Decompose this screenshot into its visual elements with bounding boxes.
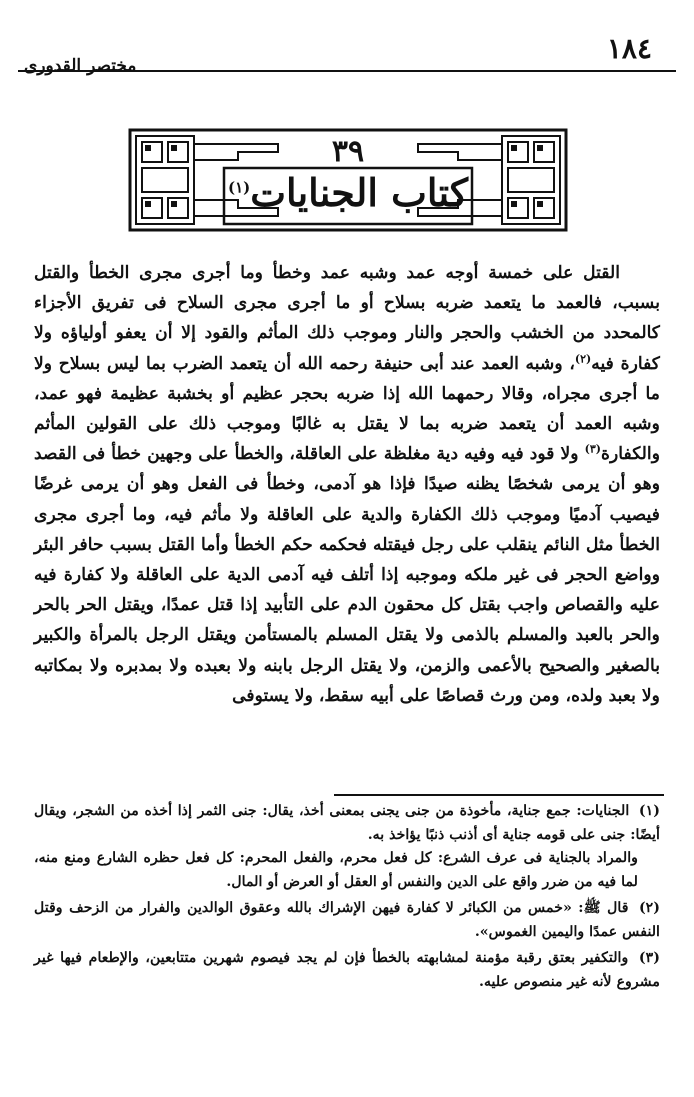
- body-paragraph: [34, 258, 660, 711]
- footnote-ref-2: (٢): [574, 351, 592, 365]
- chapter-title: [128, 170, 568, 215]
- chapter-footnote-ref: (١): [227, 178, 251, 197]
- footnote-2: [34, 897, 660, 944]
- chapter-title-text: كتاب الجنايات: [250, 170, 469, 215]
- footnote-rule: [334, 794, 664, 796]
- footnote-ref-3: (٣): [584, 442, 601, 456]
- running-header: [18, 14, 676, 76]
- main-text: [34, 258, 660, 711]
- footnote-1: [34, 800, 660, 894]
- footnote-2-number: (٢): [638, 900, 660, 916]
- header-rule: [18, 70, 676, 72]
- body-segment-3: ولا قود فيه وفيه دية مغلظة على العاقلة، والخطأ على وجهين خطأ فى القصد وهو أن يرمى شخصًا يظنه صيدًا فإذا هو آدمى، وخطأ فى الفعل وهو أن يرمى غرضًا فيصيب آدميًا وموجب ذلك الكفارة والدية على العاقلة ولا مأثم فيه، وما أجرى مجرى الخطأ مثل النائم ينقلب على رجل فيقتله فحكمه حكم الخطأ وأما القتل بسبب حافر البئر وواضع الحجر فى غير ملكه وموجبه إذا أتلف فيه آدمى الدية على العاقلة ولا كفارة فيه عليه والقصاص واجب بقتل كل محقون الدم على التأبيد إذا قتل عمدًا، ويقتل الحر بالحر والحر بالعبد والمسلم بالذمى ولا يقتل المسلم بالمستأمن ويقتل الرجل بالمرأة والكبير بالصغير والصحيح بالأعمى والزمن، ولا يقتل الرجل بابنه ولا بعبده ولا بمدبره ولا بمكاتبه ولا بعبد ولده، ومن ورث قصاصًا على أبيه سقط، ولا يستوفى: [34, 444, 660, 706]
- footnotes: [34, 800, 660, 997]
- footnote-1-text-a: الجنايات: جمع جناية، مأخوذة من جنى يجنى بمعنى أخذ، يقال: جنى الثمر إذا أخذه من الشجر، ويقال أيضًا: جنى على قومه جناية أى أذنب ذنبًا يؤاخذ به.: [34, 803, 660, 843]
- book-title: مختصر القدورى: [24, 56, 137, 76]
- body-segment-1: القتل على خمسة أوجه عمد وشبه عمد وخطأ وما أجرى مجرى الخطأ والقتل بسبب، فالعمد ما يتعمد ضربه بسلاح أو ما أجرى مجرى السلاح فى تفريق الأجزاء كالمحدد من الخشب والحجر والنار وموجب ذلك المأثم والقود إلا أن يعفو أولياؤه ولا كفارة فيه: [34, 263, 660, 374]
- footnote-3-text: والتكفير بعتق رقبة مؤمنة لمشابهته بالخطأ فإن لم يجد فيصوم شهرين متتابعين، والإطعام فيها غير مشروع لأنه غير منصوص عليه.: [34, 950, 660, 990]
- footnote-3-number: (٣): [638, 950, 660, 966]
- footnote-2-text: قال ﷺ: «خمس من الكبائر لا كفارة فيهن الإشراك بالله وعقوق الوالدين والفرار من الزحف وقتل النفس عمدًا واليمين الغموس».: [34, 900, 660, 940]
- chapter-banner: [128, 128, 568, 232]
- footnote-1-number: (١): [638, 803, 660, 819]
- footnote-1-text-b: والمراد بالجناية فى عرف الشرع: كل فعل محرم، والفعل المحرم: كل فعل حظره الشارع ومنع منه، لما فيه من ضرر واقع على الدين والنفس أو العقل أو العرض أو المال.: [34, 850, 638, 890]
- page-number: ١٨٤: [606, 32, 652, 65]
- footnote-3: [34, 947, 660, 994]
- chapter-number: ٣٩: [331, 134, 365, 169]
- body-segment-2: ، وشبه العمد عند أبى حنيفة رحمه الله أن يتعمد الضرب بما ليس بسلاح ولا ما أجرى مجراه، وقالا رحمهما الله إذا ضربه بحجر عظيم أو بخشبة عظيمة فهو عمد، وشبه العمد أن يتعمد ضربه بما لا يقتل به غالبًا وموجب ذلك على القولين المأثم والكفارة: [34, 353, 660, 465]
